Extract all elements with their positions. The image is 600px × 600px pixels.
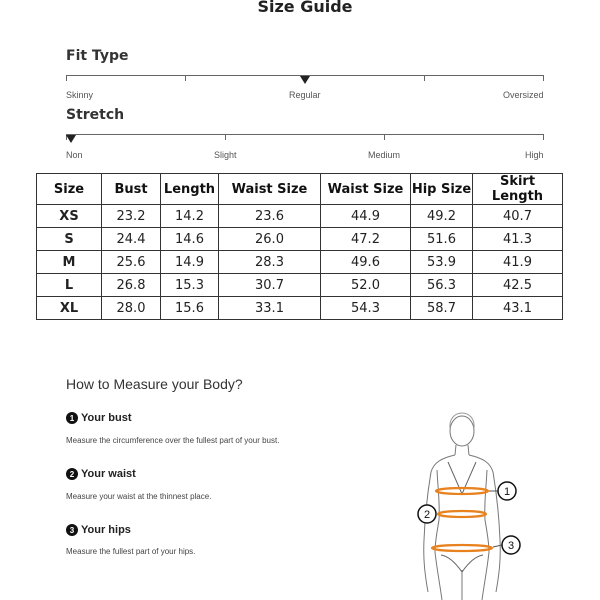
header-waist-size-2: Waist Size [321,174,411,205]
number-3-icon: 3 [66,524,78,536]
table-cell: M [37,251,102,274]
stretch-option-high: High [525,150,544,160]
table-cell: S [37,228,102,251]
page-title: Size Guide [257,0,353,16]
stretch-tick [225,134,226,140]
table-cell: L [37,274,102,297]
table-cell: 33.1 [219,297,321,320]
step-bust-description: Measure the circumference over the fullest part of your bust. [66,436,280,445]
table-cell: 28.0 [102,297,161,320]
table-header-row [37,174,563,205]
table-cell: 52.0 [321,274,411,297]
stretch-option-slight: Slight [214,150,237,160]
table-cell: 43.1 [473,297,563,320]
callout-2-icon [418,505,436,523]
step-hips-heading [66,524,131,536]
table-cell: XL [37,297,102,320]
table-cell: 51.6 [411,228,473,251]
table-cell: 15.6 [161,297,219,320]
table-row [37,297,563,320]
stretch-option-non: Non [66,150,83,160]
table-cell: 56.3 [411,274,473,297]
table-cell: 42.5 [473,274,563,297]
table-cell: 41.9 [473,251,563,274]
table-cell: 40.7 [473,205,563,228]
fit-type-option-regular: Regular [289,90,321,100]
size-table [36,173,563,320]
table-cell: 14.9 [161,251,219,274]
header-skirt-length: Skirt Length [473,174,563,205]
table-row [37,228,563,251]
table-cell: 54.3 [321,297,411,320]
fit-type-tick [424,75,425,81]
table-cell: 44.9 [321,205,411,228]
table-cell: 23.6 [219,205,321,228]
header-bust: Bust [102,174,161,205]
table-cell: 47.2 [321,228,411,251]
step-waist-heading [66,468,136,480]
svg-text:1: 1 [503,486,511,498]
table-row [37,274,563,297]
stretch-option-medium: Medium [368,150,401,160]
table-cell: 26.0 [219,228,321,251]
table-cell: 30.7 [219,274,321,297]
header-waist-size: Waist Size [219,174,321,205]
table-cell: 49.6 [321,251,411,274]
fit-type-tick [66,75,67,81]
fit-type-option-skinny: Skinny [66,90,94,100]
header-hip-size: Hip Size [411,174,473,205]
svg-text:3: 3 [507,540,515,552]
table-cell: 14.2 [161,205,219,228]
body-outline-icon [424,413,501,600]
stretch-marker [66,135,76,143]
body-figure-illustration [400,400,530,600]
number-2-icon: 2 [66,468,78,480]
measure-title: How to Measure your Body? [66,376,243,392]
table-cell: 53.9 [411,251,473,274]
stretch-tick [384,134,385,140]
header-length: Length [161,174,219,205]
table-cell: 14.6 [161,228,219,251]
table-cell: 24.4 [102,228,161,251]
fit-type-tick [185,75,186,81]
fit-type-marker [300,76,310,84]
table-cell: 28.3 [219,251,321,274]
table-row [37,205,563,228]
svg-text:2: 2 [423,509,431,521]
step-waist-description: Measure your waist at the thinnest place. [66,492,212,501]
header-size: Size [37,174,102,205]
fit-type-label: Fit Type [66,48,129,64]
table-cell: 49.2 [411,205,473,228]
stretch-scale [66,134,544,135]
table-cell: 15.3 [161,274,219,297]
callout-3-icon [493,536,520,554]
callout-1-icon [489,482,516,500]
measuring-tape-icon [432,488,492,551]
step-bust-title: Your bust [81,412,132,424]
table-cell: 23.2 [102,205,161,228]
table-cell: 41.3 [473,228,563,251]
table-cell: XS [37,205,102,228]
table-cell: 25.6 [102,251,161,274]
step-hips-description: Measure the fullest part of your hips. [66,547,196,556]
stretch-tick [543,134,544,140]
table-cell: 26.8 [102,274,161,297]
step-bust-heading [66,412,132,424]
fit-type-tick [543,75,544,81]
step-waist-title: Your waist [81,468,136,480]
step-hips-title: Your hips [81,524,131,536]
table-cell: 58.7 [411,297,473,320]
fit-type-option-oversized: Oversized [503,90,544,100]
stretch-label: Stretch [66,107,125,123]
table-row [37,251,563,274]
number-1-icon: 1 [66,412,78,424]
